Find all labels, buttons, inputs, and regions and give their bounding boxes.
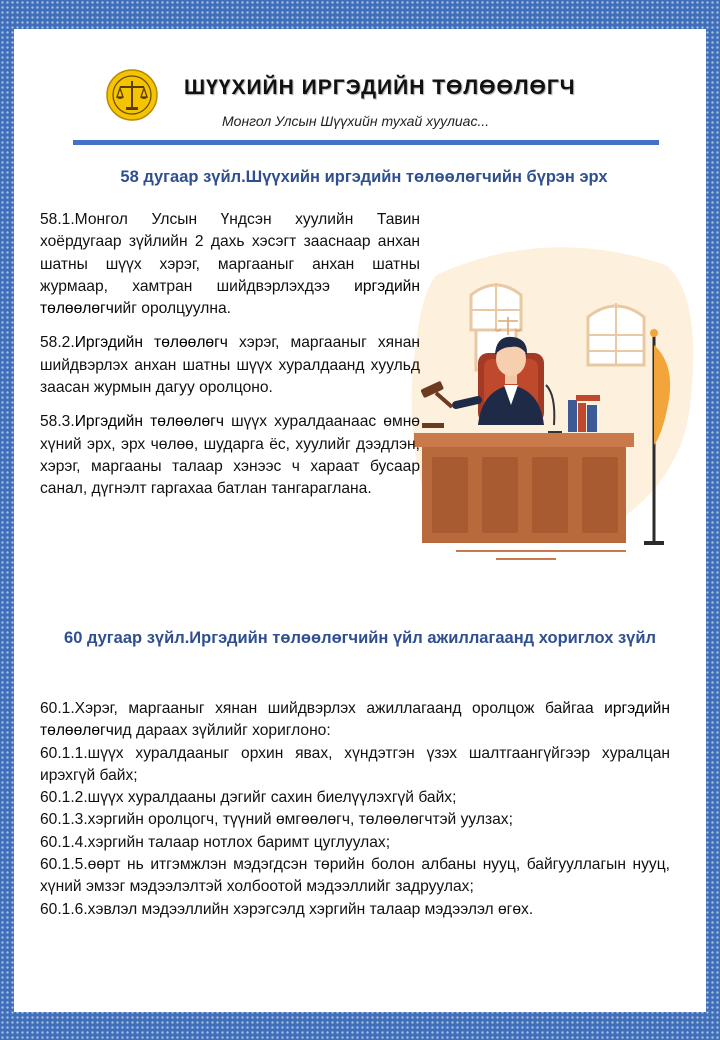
paragraph-58-1-emphasis: иргэдийн төлөөлөгч: [40, 277, 420, 318]
list-item: 60.1.6.хэвлэл мэдээллийн хэрэгсэлд хэргийн талаар мэдээлэл өгөх.: [40, 900, 534, 918]
list-item: 60.1.4.хэргийн талаар нотлох баримт цуглуулах;: [40, 833, 391, 851]
article-60-heading: 60 дугаар зүйл.Иргэдийн төлөөлөгчийн үйл ажиллагаанд хориглох зүйл: [64, 629, 656, 647]
article-58-heading: 58 дугаар зүйл.Шүүхийн иргэдийн төлөөлөгчийн бүрэн эрх: [120, 168, 608, 186]
paragraph-58-2-number: 58.2.: [40, 334, 75, 352]
paragraph-58-1-text: 58.1.Монгол Улсын Үндсэн хуулийн Тавин хоёрдугаар зүйлийн 2 дахь хэсэгт зааснаар анхан шатны шүүх хэрэг, маргааныг анхан шатны журмаар, хамтран шийдвэрлэхдээ: [40, 211, 420, 295]
judge-bench: [414, 433, 634, 543]
list-item: 60.1.3.хэргийн оролцогч, түүний өмгөөлөгч, төлөөлөгчтэй уулзах;: [40, 811, 513, 829]
paragraph-58-2-emphasis: Иргэдийн төлөөлөгч: [74, 334, 228, 352]
court-emblem-icon: [106, 69, 158, 121]
header: [14, 29, 706, 149]
paragraph-58-3-emphasis: Иргэдийн төлөөлөгч: [74, 413, 224, 431]
paragraph-60-1-text: 60.1.Хэрэг, маргааныг хянан шийдвэрлэх ажиллагаанд оролцож байгаа: [40, 700, 605, 717]
article-60-body: [40, 698, 670, 921]
list-item: 60.1.2.шүүх хуралдааны дэгийг сахин биелүүлэхгүй байх;: [40, 789, 457, 807]
paragraph-60-1-emphasis: иргэдийн төлөөлөгч: [40, 700, 670, 740]
list-item: 60.1.5.өөрт нь итгэмжлэн мэдэгдсэн төрийн болон албаны нууц, байгууллагын нууц, хүний эмзэг мэдээлэлтэй холбоотой мэдээллийг задруулах;: [40, 856, 670, 896]
books-icon: [568, 395, 600, 432]
paragraph-60-1-tail: ид дараах зүйлийг хориглоно:: [113, 722, 331, 740]
header-divider: [73, 140, 659, 145]
paragraph-58-2: [40, 332, 420, 399]
page-subtitle: Монгол Улсын Шүүхийн тухай хуулиас...: [222, 113, 490, 129]
paragraph-58-2-text: хэрэг, маргааныг хянан шийдвэрлэх анхан шатны шүүх хуралдаанд хуульд заасан журмын дагуу оролцоно.: [40, 334, 420, 397]
list-item: 60.1.1.шүүх хуралдааныг орхин явах, хүндэтгэн үзэх шалтгаангүйгээр хуралцан ирэхгүй байх;: [40, 744, 670, 784]
paragraph-58-3-text: шүүх хуралдаанаас өмнө хүний эрх, эрх чөлөө, шударга ёс, хуулийг дээдлэн, хэрэг, маргааны талаар хэнээс ч хараат бусаар санал, дүгнэлт гаргахаа батлан тангараглана.: [40, 413, 420, 498]
article-58-body: [40, 209, 420, 513]
right-window: [588, 303, 644, 365]
judge-at-bench-illustration: [396, 235, 696, 565]
paragraph-58-3-number: 58.3.: [40, 413, 75, 431]
paragraph-60-1: [40, 698, 670, 743]
page: [14, 29, 706, 1012]
paragraph-58-1-tail: ийг оролцуулна.: [113, 300, 231, 318]
page-title: ШҮҮХИЙН ИРГЭДИЙН ТӨЛӨӨЛӨГЧ: [184, 76, 576, 99]
paragraph-58-3: [40, 411, 420, 500]
paragraph-58-1: [40, 209, 420, 320]
